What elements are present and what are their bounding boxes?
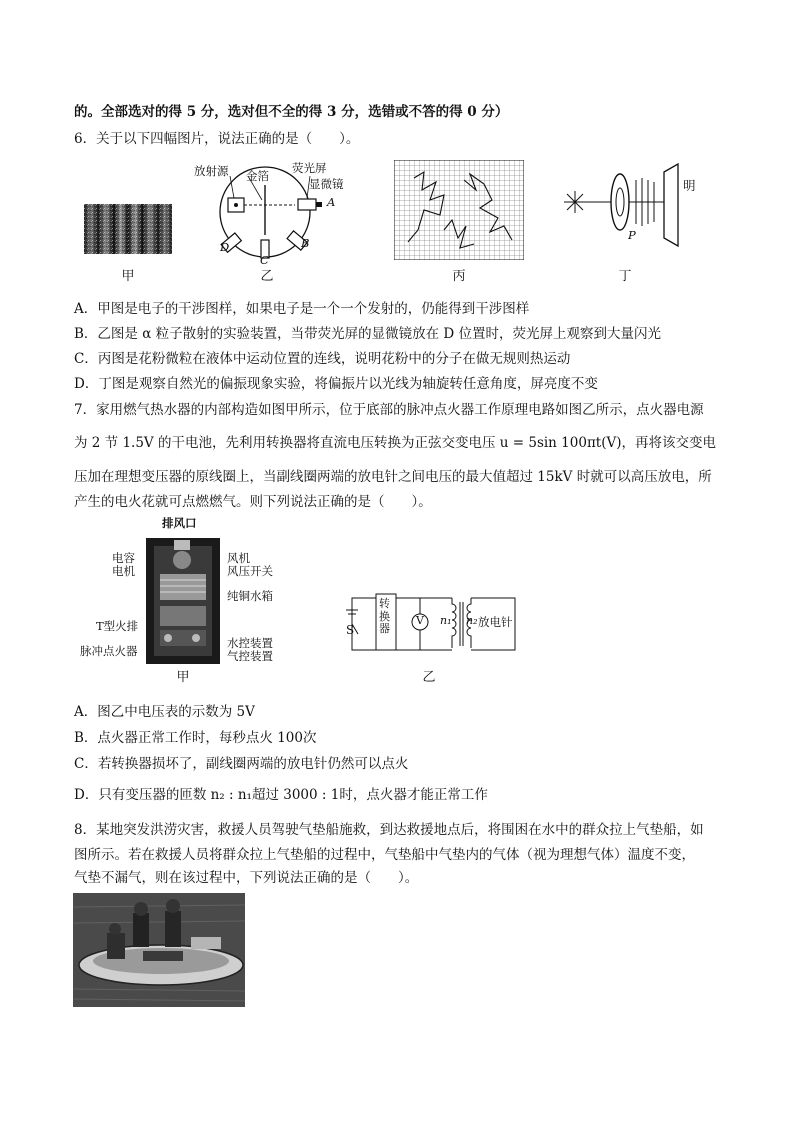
label-exhaust: 排风口 (162, 516, 197, 530)
label-microscope: 显微镜 (309, 177, 344, 191)
question-7-option-a: A．图乙中电压表的示数为 5V (74, 704, 255, 720)
label-polarizer-p: P (628, 228, 636, 242)
label-pressure-switch: 风压开关 (227, 564, 273, 578)
question-7-line-1: 7．家用燃气热水器的内部构造如图甲所示，位于底部的脉冲点火器工作原理电路如图乙所示，点火器电源 (74, 402, 704, 418)
label-fan: 风机 (227, 551, 250, 565)
question-6-option-b: B．乙图是 α 粒子散射的实验装置，当带荧光屏的显微镜放在 D 位置时，荧光屏上观察到大量闪光 (74, 326, 662, 342)
label-screen: 荧光屏 (292, 161, 327, 175)
label-n1: n₁ (440, 614, 452, 627)
label-gas-control: 气控装置 (227, 649, 273, 663)
question-6-option-a: A．甲图是电子的干涉图样，如果电子是一个一个发射的，仍能得到干涉图样 (74, 301, 530, 317)
question-7-line-3: 压加在理想变压器的原线圈上，当副线圈两端的放电针之间电压的最大值超过 15kV 时就可以高压放电，所 (74, 469, 712, 485)
label-position-a: A (327, 195, 336, 209)
label-discharge-needle: 放电针 (478, 615, 513, 629)
question-6-stem: 6．关于以下四幅图片，说法正确的是（ ）。 (74, 131, 360, 147)
label-converter: 转换器 (379, 597, 390, 635)
figure-7-yi-caption: 乙 (422, 670, 436, 685)
label-switch-s: S (346, 623, 355, 637)
label-copper-tank: 纯铜水箱 (227, 589, 273, 603)
label-motor: 电机 (112, 564, 135, 578)
figure-7-jia-caption: 甲 (176, 670, 190, 685)
figure-6-yi-caption: 乙 (260, 269, 274, 284)
label-foil: 金箔 (246, 169, 269, 183)
figure-6-ding (556, 160, 696, 250)
label-n2: n₂ (466, 614, 478, 627)
figure-6-bing (394, 160, 524, 260)
question-7-option-d: D．只有变压器的匝数 n₂ : n₁超过 3000 : 1时，点火器才能正常工作 (74, 787, 488, 803)
figure-6-ding-caption: 丁 (618, 269, 632, 284)
label-source: 放射源 (194, 164, 229, 178)
question-8-line-2: 图所示。若在救援人员将群众拉上气垫船的过程中，气垫船中气垫内的气体（视为理想气体）温度不变， (74, 847, 695, 863)
figure-6-bing-caption: 丙 (452, 269, 466, 284)
label-burner: T型火排 (96, 619, 139, 633)
label-capacitor: 电容 (112, 551, 135, 565)
label-position-b: B (301, 236, 310, 250)
label-position-c: C (260, 253, 269, 267)
question-8-line-3: 气垫不漏气，则在该过程中，下列说法正确的是（ ）。 (74, 870, 419, 886)
label-bright: 明 (683, 178, 696, 193)
question-7-line-2: 为 2 节 1.5V 的干电池，先利用转换器将直流电压转换为正弦交变电压 u = 5sin 100πt(V)，再将该交变电 (74, 435, 717, 451)
label-water-control: 水控装置 (227, 636, 273, 650)
question-6-option-c: C．丙图是花粉微粒在液体中运动位置的连线，说明花粉中的分子在做无规则热运动 (74, 351, 571, 367)
section-instructions: 的。全部选对的得 5 分，选对但不全的得 3 分，选错或不答的得 0 分） (74, 104, 509, 120)
question-7-option-b: B．点火器正常工作时，每秒点火 100次 (74, 730, 317, 746)
label-voltmeter: V (416, 614, 424, 627)
figure-8-rescue-photo (73, 893, 245, 1007)
question-7-line-4: 产生的电火花就可点燃燃气。则下列说法正确的是（ ）。 (74, 494, 432, 510)
label-igniter: 脉冲点火器 (80, 644, 138, 658)
question-7-option-c: C．若转换器损坏了，副线圈两端的放电针仍然可以点火 (74, 756, 409, 772)
question-8-line-1: 8．某地突发洪涝灾害，救援人员驾驶气垫船施救，到达救援地点后，将围困在水中的群众拉上气垫船，如 (74, 822, 704, 838)
figure-6-jia (84, 204, 172, 254)
label-position-d: D (220, 240, 230, 254)
question-6-option-d: D．丁图是观察自然光的偏振现象实验，将偏振片以光线为轴旋转任意角度，屏亮度不变 (74, 376, 598, 392)
figure-6-jia-caption: 甲 (121, 269, 135, 284)
figure-7-jia (146, 538, 220, 664)
